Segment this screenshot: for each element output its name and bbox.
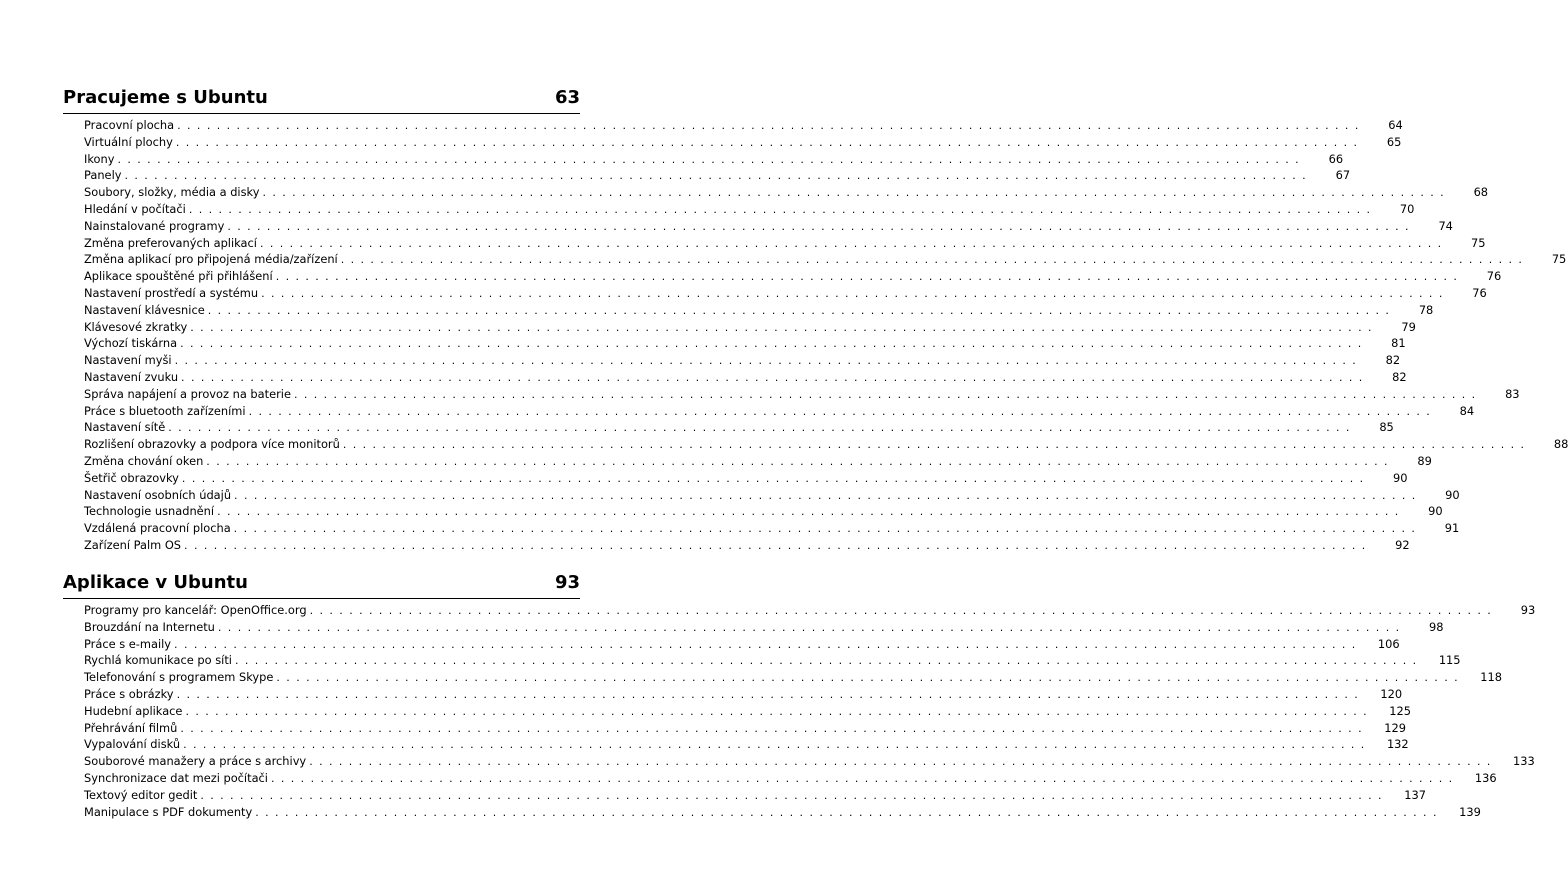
dot-leader: ........................................................................................................................ xyxy=(185,704,1374,718)
toc-entry-page: 133 xyxy=(1513,754,1535,769)
toc-entry xyxy=(63,134,1402,151)
toc-entry-page: 74 xyxy=(1438,218,1453,233)
dot-leader: ........................................................................................................................ xyxy=(309,604,1498,617)
toc-entry-title: Brouzdání na Internetu xyxy=(84,619,218,636)
toc-entry-title: Nastavení prostředí a systému xyxy=(84,285,261,302)
toc-entry xyxy=(63,470,1408,487)
toc-entry-title: Rozlišení obrazovky a podpora více monitorů xyxy=(84,436,343,453)
toc-entry-list xyxy=(63,117,1568,554)
toc-entry-page: 65 xyxy=(1386,134,1402,149)
dot-leader: ........................................................................................................................ xyxy=(276,671,1464,685)
toc-entry-title: Pracovní plocha xyxy=(84,117,177,134)
toc-entry-title: Změna chování oken xyxy=(84,453,206,470)
dot-leader: ........................................................................................................................ xyxy=(181,370,1369,384)
toc-entry xyxy=(63,453,1432,470)
dot-leader: ........................................................................................................................ xyxy=(255,805,1443,819)
toc-entry-title: Synchronizace dat mezi počítači xyxy=(84,770,271,787)
toc-entry xyxy=(63,770,1497,787)
toc-entry-page: 90 xyxy=(1445,487,1460,502)
toc-entry-page: 91 xyxy=(1444,521,1460,536)
toc-entry xyxy=(63,268,1502,285)
toc-entry xyxy=(63,520,1460,537)
toc-entry-title: Nastavení sítě xyxy=(84,419,168,436)
dot-leader: ........................................................................................................................ xyxy=(261,286,1449,300)
toc-entry-title: Soubory, složky, média a disky xyxy=(84,184,262,201)
toc-entry-page: 118 xyxy=(1480,670,1502,685)
chapter-page-number: 63 xyxy=(554,87,580,108)
dot-leader: ........................................................................................................................ xyxy=(176,687,1365,701)
toc-entry xyxy=(63,703,1412,720)
chapter-title: Aplikace v Ubuntu xyxy=(63,572,248,593)
dot-leader: ........................................................................................................................ xyxy=(342,438,1531,452)
dot-leader: ........................................................................................................................ xyxy=(233,522,1422,536)
dot-leader: ........................................................................................................................ xyxy=(124,169,1313,183)
toc-entry-page: 136 xyxy=(1474,770,1497,785)
toc-entry xyxy=(63,652,1461,669)
toc-entry-title: Práce s obrázky xyxy=(84,686,177,703)
toc-entry xyxy=(63,736,1409,753)
dot-leader: ........................................................................................................................ xyxy=(248,404,1437,418)
toc-entry-title: Nastavení klávesnice xyxy=(84,302,208,319)
dot-leader: ........................................................................................................................ xyxy=(259,236,1448,250)
toc-entry xyxy=(63,201,1415,218)
toc-entry-page: 88 xyxy=(1553,437,1568,452)
toc-entry-page: 82 xyxy=(1385,353,1401,368)
toc-entry xyxy=(63,636,1400,653)
toc-entry-title: Ikony xyxy=(84,151,117,168)
toc-entry-page: 76 xyxy=(1486,269,1502,284)
toc-entry xyxy=(63,184,1489,201)
toc-entry xyxy=(63,686,1403,703)
chapter-title: Pracujeme s Ubuntu xyxy=(63,87,268,108)
toc-entry-title: Manipulace s PDF dokumenty xyxy=(84,804,255,821)
dot-leader: ........................................................................................................................ xyxy=(181,471,1370,485)
toc-entry xyxy=(63,151,1344,168)
dot-leader: ........................................................................................................................ xyxy=(217,620,1406,634)
toc-entry xyxy=(63,167,1351,184)
dot-leader: ........................................................................................................................ xyxy=(184,538,1372,552)
toc-entry-title: Telefonování s programem Skype xyxy=(84,669,276,686)
toc-entry-page: 89 xyxy=(1417,453,1432,468)
toc-entry xyxy=(63,753,1535,770)
toc-entry-title: Nastavení osobních údajů xyxy=(84,487,234,504)
toc-entry xyxy=(63,386,1520,403)
dot-leader: ........................................................................................................................ xyxy=(174,354,1363,368)
chapter-page-number: 93 xyxy=(554,572,580,593)
toc-entry xyxy=(63,117,1403,134)
toc-entry-page: 78 xyxy=(1418,302,1434,317)
toc-entry xyxy=(63,335,1406,352)
toc-entry-title: Vzdálená pracovní plocha xyxy=(84,520,234,537)
toc-entry-page: 67 xyxy=(1335,168,1351,183)
dot-leader: ........................................................................................................................ xyxy=(117,152,1306,166)
toc-entry-page: 90 xyxy=(1393,470,1408,485)
dot-leader: ........................................................................................................................ xyxy=(207,303,1396,317)
dot-leader: ........................................................................................................................ xyxy=(188,202,1377,216)
toc-entry-title: Programy pro kancelář: OpenOffice.org xyxy=(84,602,310,619)
toc-entry xyxy=(63,352,1401,369)
toc-entry xyxy=(63,804,1481,821)
toc-entry xyxy=(63,537,1410,554)
toc-entry-page: 132 xyxy=(1386,737,1409,752)
toc-entry-title: Souborové manažery a práce s archivy xyxy=(84,753,309,770)
toc-entry-title: Vypalování disků xyxy=(84,736,183,753)
toc-entry-list xyxy=(63,602,1536,820)
toc-entry-title: Změna preferovaných aplikací xyxy=(84,235,260,252)
dot-leader: ........................................................................................................................ xyxy=(309,755,1497,769)
toc-entry-title: Hledání v počítači xyxy=(84,201,189,218)
toc-entry-title: Technologie usnadnění xyxy=(84,503,217,520)
toc-entry xyxy=(63,436,1568,453)
toc-entry xyxy=(63,619,1444,636)
toc-entry-title: Změna aplikací pro připojená média/zařízení xyxy=(84,251,341,268)
toc-entry-title: Rychlá komunikace po síti xyxy=(84,652,235,669)
dot-leader: ........................................................................................................................ xyxy=(175,135,1364,149)
toc-entry-title: Aplikace spouštěné při přihlášení xyxy=(84,268,276,285)
dot-leader: ........................................................................................................................ xyxy=(262,186,1451,200)
chapter-heading xyxy=(63,87,580,114)
toc-entry-title: Virtuální plochy xyxy=(84,134,176,151)
toc-entry-title: Klávesové zkratky xyxy=(84,319,190,336)
dot-leader: ........................................................................................................................ xyxy=(177,119,1365,132)
toc-entry-title: Správa napájení a provoz na baterie xyxy=(84,386,294,403)
toc-entry-page: 84 xyxy=(1459,403,1475,418)
toc-entry-title: Šetřič obrazovky xyxy=(84,470,182,487)
toc-entry-page: 120 xyxy=(1380,686,1403,701)
dot-leader: ........................................................................................................................ xyxy=(340,253,1529,267)
toc-entry-page: 98 xyxy=(1429,619,1444,634)
toc-entry-page: 139 xyxy=(1459,804,1481,819)
toc-entry-page: 75 xyxy=(1471,235,1486,250)
toc-entry xyxy=(63,787,1426,804)
toc-entry xyxy=(63,302,1434,319)
dot-leader: ........................................................................................................................ xyxy=(275,270,1464,284)
toc-entry xyxy=(63,218,1453,235)
toc-entry-page: 92 xyxy=(1395,537,1410,552)
toc-entry-page: 85 xyxy=(1379,420,1394,435)
toc-entry xyxy=(63,503,1443,520)
toc-entry-page: 76 xyxy=(1472,285,1487,300)
toc-entry-page: 75 xyxy=(1551,252,1567,267)
toc-entry xyxy=(63,487,1460,504)
toc-entry-title: Práce s bluetooth zařízeními xyxy=(84,403,249,420)
toc-entry-page: 115 xyxy=(1438,653,1461,668)
dot-leader: ........................................................................................................................ xyxy=(206,454,1394,468)
toc-entry-page: 137 xyxy=(1404,787,1426,802)
toc-entry-title: Nastavení myši xyxy=(84,352,175,369)
dot-leader: ........................................................................................................................ xyxy=(180,721,1368,735)
toc-entry xyxy=(63,319,1416,336)
toc-entry-title: Panely xyxy=(84,167,124,184)
dot-leader: ........................................................................................................................ xyxy=(293,387,1482,401)
toc-entry-title: Výchozí tiskárna xyxy=(84,335,180,352)
toc-entry-title: Přehrávání filmů xyxy=(84,720,180,737)
dot-leader: ........................................................................................................................ xyxy=(270,771,1459,785)
toc-entry-page: 90 xyxy=(1428,504,1443,519)
toc-entry-title: Textový editor gedit xyxy=(84,787,200,804)
toc-entry-page: 93 xyxy=(1520,603,1536,617)
toc-entry-page: 106 xyxy=(1377,636,1400,651)
toc-entry-page: 66 xyxy=(1328,151,1344,166)
toc-entry-page: 64 xyxy=(1388,118,1403,132)
toc-entry xyxy=(63,720,1406,737)
dot-leader: ........................................................................................................................ xyxy=(190,320,1378,334)
dot-leader: ........................................................................................................................ xyxy=(227,219,1415,233)
toc-entry-title: Zařízení Palm OS xyxy=(84,537,184,554)
toc-entry-page: 129 xyxy=(1384,720,1406,735)
dot-leader: ........................................................................................................................ xyxy=(180,337,1368,351)
toc-entry xyxy=(63,251,1567,268)
toc-chapter xyxy=(63,572,1536,820)
toc-entry-page: 125 xyxy=(1389,703,1412,718)
toc-entry xyxy=(63,285,1487,302)
toc-entry xyxy=(63,369,1407,386)
dot-leader: ........................................................................................................................ xyxy=(200,788,1388,802)
toc-entry-page: 82 xyxy=(1392,369,1407,384)
toc-entry xyxy=(63,403,1475,420)
dot-leader: ........................................................................................................................ xyxy=(217,505,1405,519)
dot-leader: ........................................................................................................................ xyxy=(183,738,1371,752)
toc-entry-title: Nainstalované programy xyxy=(84,218,227,235)
toc-entry-page: 70 xyxy=(1399,201,1415,216)
toc-entry xyxy=(63,669,1502,686)
dot-leader: ........................................................................................................................ xyxy=(234,488,1422,502)
toc-entry xyxy=(63,419,1394,436)
toc-entry-title: Práce s e-maily xyxy=(84,636,174,653)
dot-leader: ........................................................................................................................ xyxy=(234,654,1423,668)
toc-chapter xyxy=(63,87,1568,554)
toc-entry-page: 79 xyxy=(1401,319,1416,334)
dot-leader: ........................................................................................................................ xyxy=(168,421,1356,435)
toc-entry-page: 81 xyxy=(1391,336,1406,351)
chapter-heading xyxy=(63,572,580,599)
toc-entry-page: 83 xyxy=(1505,386,1520,401)
toc-entry xyxy=(63,235,1486,252)
dot-leader: ........................................................................................................................ xyxy=(174,637,1362,651)
toc-entry xyxy=(63,602,1536,619)
toc-entry-title: Hudební aplikace xyxy=(84,703,185,720)
toc-entry-title: Nastavení zvuku xyxy=(84,369,181,386)
toc-entry-page: 68 xyxy=(1473,185,1489,200)
